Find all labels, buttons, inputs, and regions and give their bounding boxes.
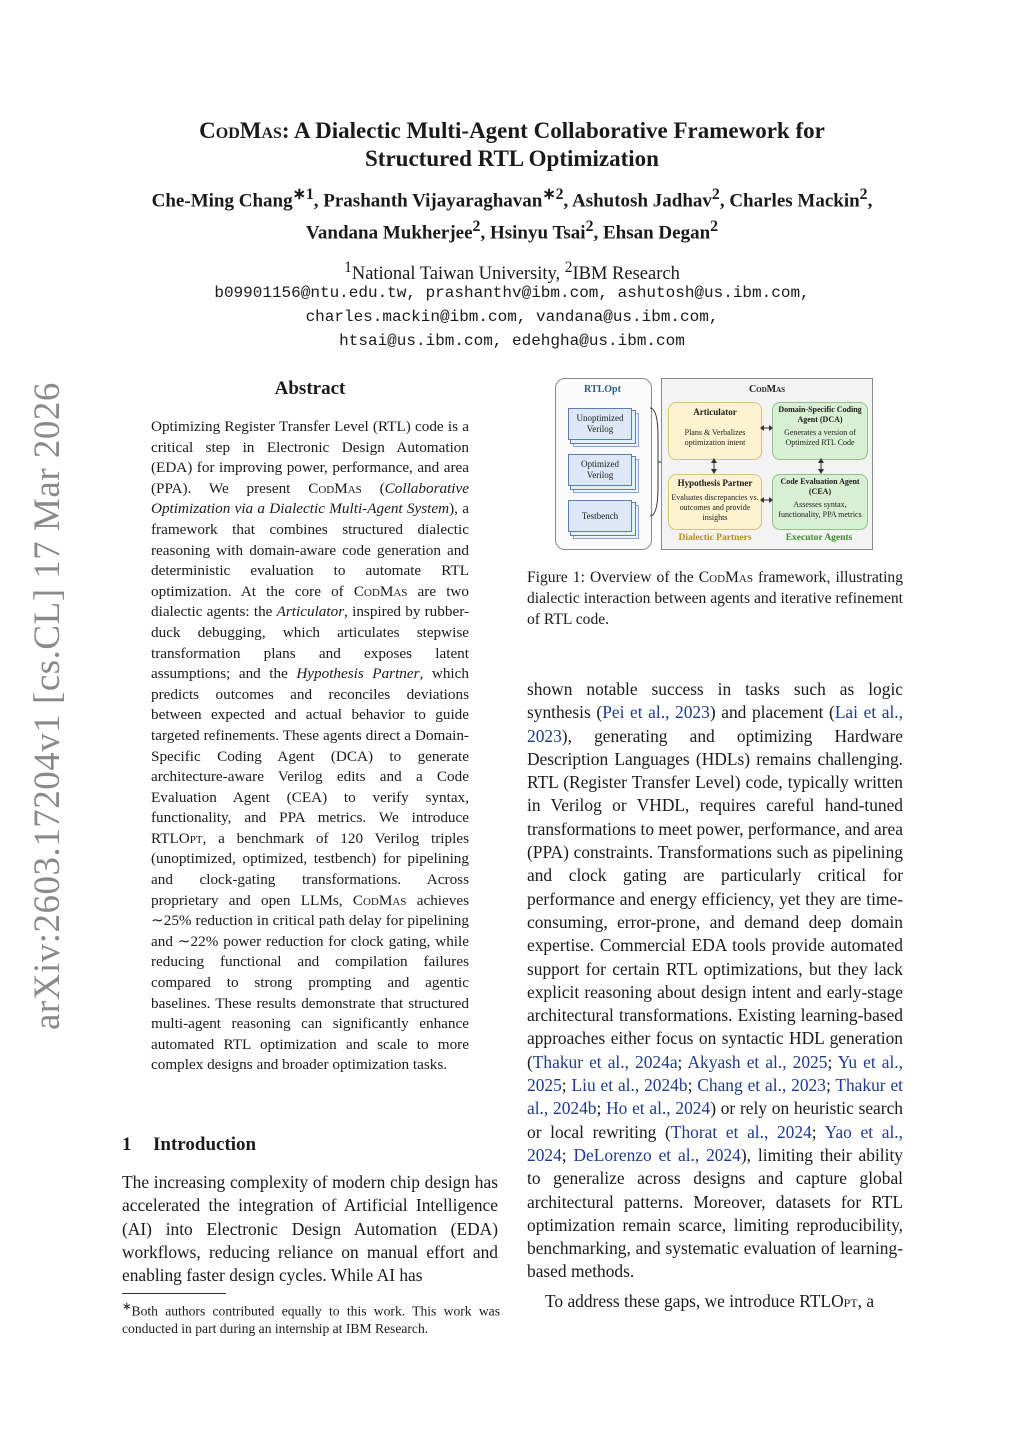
- author-affiliation-mark: 2: [585, 218, 594, 236]
- author-emails: [100, 281, 924, 353]
- citation-link[interactable]: Thorat et al., 2024: [670, 1121, 812, 1142]
- title-line2: Structured RTL Optimization: [365, 146, 659, 171]
- aff-sup-2: 2: [564, 259, 573, 276]
- title-framework-name: CodMas: [199, 118, 282, 143]
- citation-link[interactable]: DeLorenzo et al., 2024: [573, 1144, 741, 1165]
- rtlopt-title: RTLOpt: [584, 384, 621, 395]
- codmas-title: CodMas: [748, 384, 786, 395]
- citation-link[interactable]: Lai et al., 2023: [527, 702, 904, 746]
- citation-link[interactable]: Thakur et al., 2024b: [527, 1075, 903, 1119]
- author-line-2: Vandana Mukherjee$^2$, Hsinyu Tsai$^2$, Ehsan Degan$^2$: [305, 218, 719, 244]
- aff-2: IBM Research: [572, 264, 680, 285]
- articulator-title: Articulator: [693, 407, 737, 417]
- label-dialectic-partners: Dialectic Partners: [678, 533, 752, 543]
- articulator-desc: Plans & Verbalizes optimization intent: [684, 428, 746, 447]
- citation-link[interactable]: Akyash et al., 2025: [687, 1051, 828, 1072]
- citation-link[interactable]: Ho et al., 2024: [606, 1098, 711, 1119]
- section-heading-introduction: [122, 1134, 502, 1156]
- email-line: htsai@us.ibm.com, edehgha@us.ibm.com: [339, 332, 685, 350]
- author-affiliation-mark: 2: [710, 218, 719, 236]
- section-title: Introduction: [153, 1134, 257, 1155]
- dca-title: Domain-Specific Coding Agent (DCA): [778, 405, 862, 424]
- paragraph: shown notable success in tasks such as logic synthesis (Pei et al., 2023) and placement (Lai et al., 2023), generating and optimizing Hardware Description Languages (HDLs) remains challenging. RTL (Register Transfer Level) code, typically written in Verilog or VHDL, requires careful hand-tuned transformations to meet power, performance, and area (PPA) constraints. Transformations such as pipelining and clock gating are particularly critical for performance and energy efficiency, yet they are time-consuming, error-prone, and demand deep domain expertise. Commercial EDA tools provide automated support for certain RTL optimizations, but they lack explicit reasoning about design intent and early-stage architectural transformations. Existing learning-based approaches either focus on syntactic HDL generation (Thakur et al., 2024a; Akyash et al., 2025; Yu et al., 2025; Liu et al., 2024b; Chang et al., 2023; Thakur et al., 2024b; Ho et al., 2024) or rely on heuristic search or local rewriting (Thorat et al., 2024; Yao et al., 2024; DeLorenzo et al., 2024), limiting their ability to generalize across designs and capture global architectural patterns. Moreover, datasets for RTL optimization remain scarce, limiting reproducibility, benchmarking, and systematic evaluation of learning-based methods.: [527, 679, 904, 1282]
- doc-optimized-verilog: Optimized Verilog: [568, 454, 632, 486]
- author-affiliation-mark: ∗1: [292, 186, 314, 203]
- aff-1: National Taiwan University,: [351, 264, 565, 285]
- agent-arrows: [661, 378, 873, 552]
- author-affiliation-mark: 2: [711, 186, 720, 203]
- citation-link[interactable]: Yu et al., 2025: [527, 1051, 903, 1096]
- abstract-heading: Abstract: [274, 378, 346, 399]
- author-name: Prashanth Vijayaraghavan: [323, 190, 543, 212]
- cea-title: Code Evaluation Agent (CEA): [780, 477, 860, 496]
- author-line-1: Che-Ming Chang$^{∗1}$, Prashanth Vijayaraghavan$^{∗2}$, Ashutosh Jadhav$^2$, Charles Mackin$^2$,: [151, 186, 873, 212]
- citation-link[interactable]: Yao et al., 2024: [527, 1121, 903, 1165]
- author-affiliation-mark: 2: [472, 218, 481, 236]
- doc-testbench: Testbench: [568, 500, 632, 532]
- email-line: charles.mackin@ibm.com, vandana@us.ibm.com,: [305, 308, 719, 326]
- author-name: Ashutosh Jadhav: [571, 190, 712, 212]
- introduction-text: The increasing complexity of modern chip design has accelerated the integration of Artificial Intelligence (AI) into Electronic Design Automation (EDA) workflows, reducing reliance on manual effort and enabling faster design cycles. While AI has: [122, 1172, 498, 1286]
- author-affiliation-mark: ∗2: [542, 186, 564, 203]
- citation-link[interactable]: Liu et al., 2024b: [571, 1075, 688, 1096]
- paper-title: [100, 117, 924, 173]
- author-name: Charles Mackin: [729, 190, 860, 212]
- figure-1-caption: Figure 1: Overview of the CodMas framework, illustrating dialectic interaction between agents and iterative refinement of RTL code.: [527, 569, 904, 628]
- author-name: Hsinyu Tsai: [489, 222, 586, 244]
- aff-sup-1: 1: [344, 259, 352, 276]
- footnote-rule: [122, 1293, 226, 1294]
- cea-desc: Assesses syntax, functionality, PPA metrics: [778, 500, 862, 519]
- author-name: Vandana Mukherjee: [305, 222, 473, 244]
- title-line1-rest: : A Dialectic Multi-Agent Collaborative Framework for: [281, 118, 825, 143]
- hypothesis-desc: Evaluates discrepancies vs. outcomes and provide insights: [671, 493, 759, 522]
- citation-link[interactable]: Thakur et al., 2024a: [532, 1051, 678, 1072]
- arxiv-side-label: arXiv:2603.17204v1 [cs.CL] 17 Mar 2026: [27, 382, 68, 1030]
- dca-desc: Generates a version of Optimized RTL Code: [784, 428, 856, 447]
- label-executor-agents: Executor Agents: [785, 533, 853, 543]
- author-name: Ehsan Degan: [602, 222, 711, 244]
- citation-link[interactable]: Chang et al., 2023: [697, 1075, 826, 1096]
- right-column-text: [527, 678, 903, 1313]
- paragraph: To address these gaps, we introduce RTLOpt, a: [545, 1290, 875, 1311]
- email-line: b09901156@ntu.edu.tw, prashanthv@ibm.com, ashutosh@us.ibm.com,: [214, 284, 810, 302]
- author-name: Che-Ming Chang: [151, 190, 293, 212]
- figure-1-diagram: [555, 378, 873, 552]
- author-list: [100, 182, 924, 247]
- footnote: ∗Both authors contributed equally to this work. This work was conducted in part during an internship at IBM Research.: [122, 1301, 500, 1336]
- doc-unoptimized-verilog: Unoptimized Verilog: [568, 408, 632, 440]
- section-number: 1: [122, 1134, 132, 1155]
- citation-link[interactable]: Pei et al., 2023: [602, 702, 710, 723]
- author-affiliation-mark: 2: [859, 186, 868, 203]
- hypothesis-title: Hypothesis Partner: [677, 478, 753, 488]
- abstract-text: Optimizing Register Transfer Level (RTL) code is a critical step in Electronic Design Automation (EDA) for improving power, performance, and area (PPA). We present CodMas (Collaborative Optimization via a Dialectic Multi-Agent System), a framework that combines structured dialectic reasoning with domain-aware code generation and deterministic evaluation to automate RTL optimization. At the core of CodMas are two dialectic agents: the Articulator, inspired by rubber-duck debugging, which articulates stepwise transformation plans and exposes latent assumptions; and the Hypothesis Partner, which predicts outcomes and reconciles deviations between expected and actual behavior to guide targeted refinements. These agents direct a Domain-Specific Coding Agent (DCA) to generate architecture-aware Verilog edits and a Code Evaluation Agent (CEA) to verify syntax, functionality, and PPA metrics. We introduce RTLOpt, a benchmark of 120 Verilog triples (unoptimized, optimized, testbench) for pipelining and clock-gating transformations. Across proprietary and open LLMs, CodMas achieves ∼25% reduction in critical path delay for pipelining and ∼22% power reduction for clock gating, while reducing functional and compilation failures compared to strong prompting and agentic baselines. These results demonstrate that structured multi-agent reasoning can significantly enhance automated RTL optimization and scale to more complex designs and broader optimization tasks.: [151, 418, 470, 1074]
